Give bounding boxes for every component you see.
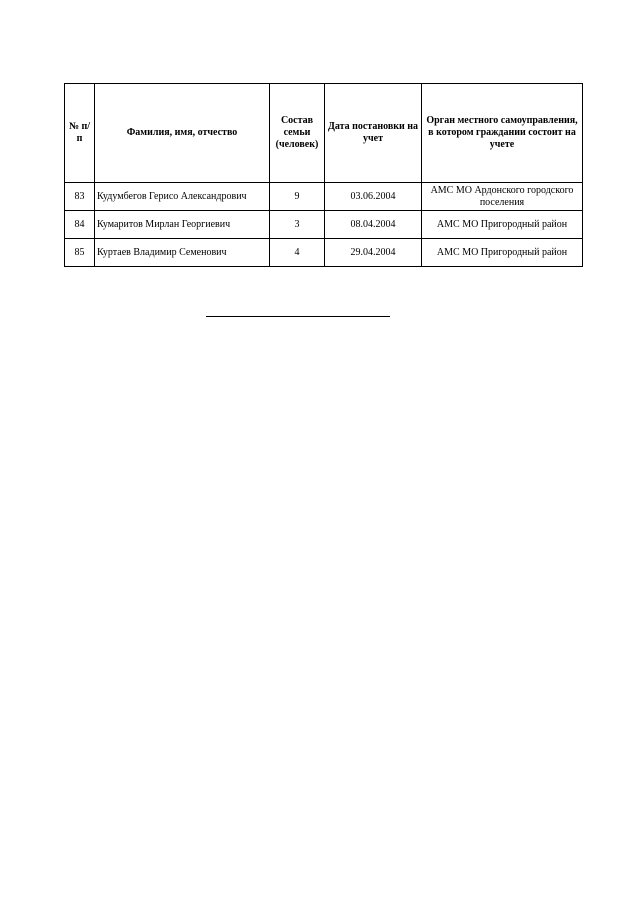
cell-date: 03.06.2004: [325, 183, 422, 211]
cell-family-size: 4: [270, 239, 325, 267]
table-row: [65, 239, 583, 267]
table-row: [65, 183, 583, 211]
header-organ: Орган местного самоуправления, в котором граждании состоит на учете: [422, 84, 583, 183]
cell-organ: АМС МО Ардонского городского поселения: [422, 183, 583, 211]
cell-num: 85: [65, 239, 95, 267]
cell-num: 83: [65, 183, 95, 211]
header-family-size: Состав семьи (человек): [270, 84, 325, 183]
cell-num: 84: [65, 211, 95, 239]
signature-line: [206, 316, 390, 317]
cell-organ: АМС МО Пригородный район: [422, 211, 583, 239]
housing-registry-table: [64, 83, 583, 267]
cell-family-size: 3: [270, 211, 325, 239]
cell-organ: АМС МО Пригородный район: [422, 239, 583, 267]
header-date: Дата постановки на учет: [325, 84, 422, 183]
cell-date: 29.04.2004: [325, 239, 422, 267]
cell-family-size: 9: [270, 183, 325, 211]
cell-date: 08.04.2004: [325, 211, 422, 239]
table-header-row: [65, 84, 583, 183]
cell-name: Кудумбегов Гериcо Александрович: [95, 183, 270, 211]
header-num: № п/п: [65, 84, 95, 183]
header-name: Фамилия, имя, отчество: [95, 84, 270, 183]
cell-name: Куртаев Владимир Семенович: [95, 239, 270, 267]
table-row: [65, 211, 583, 239]
cell-name: Кумаритов Мирлан Георгиевич: [95, 211, 270, 239]
